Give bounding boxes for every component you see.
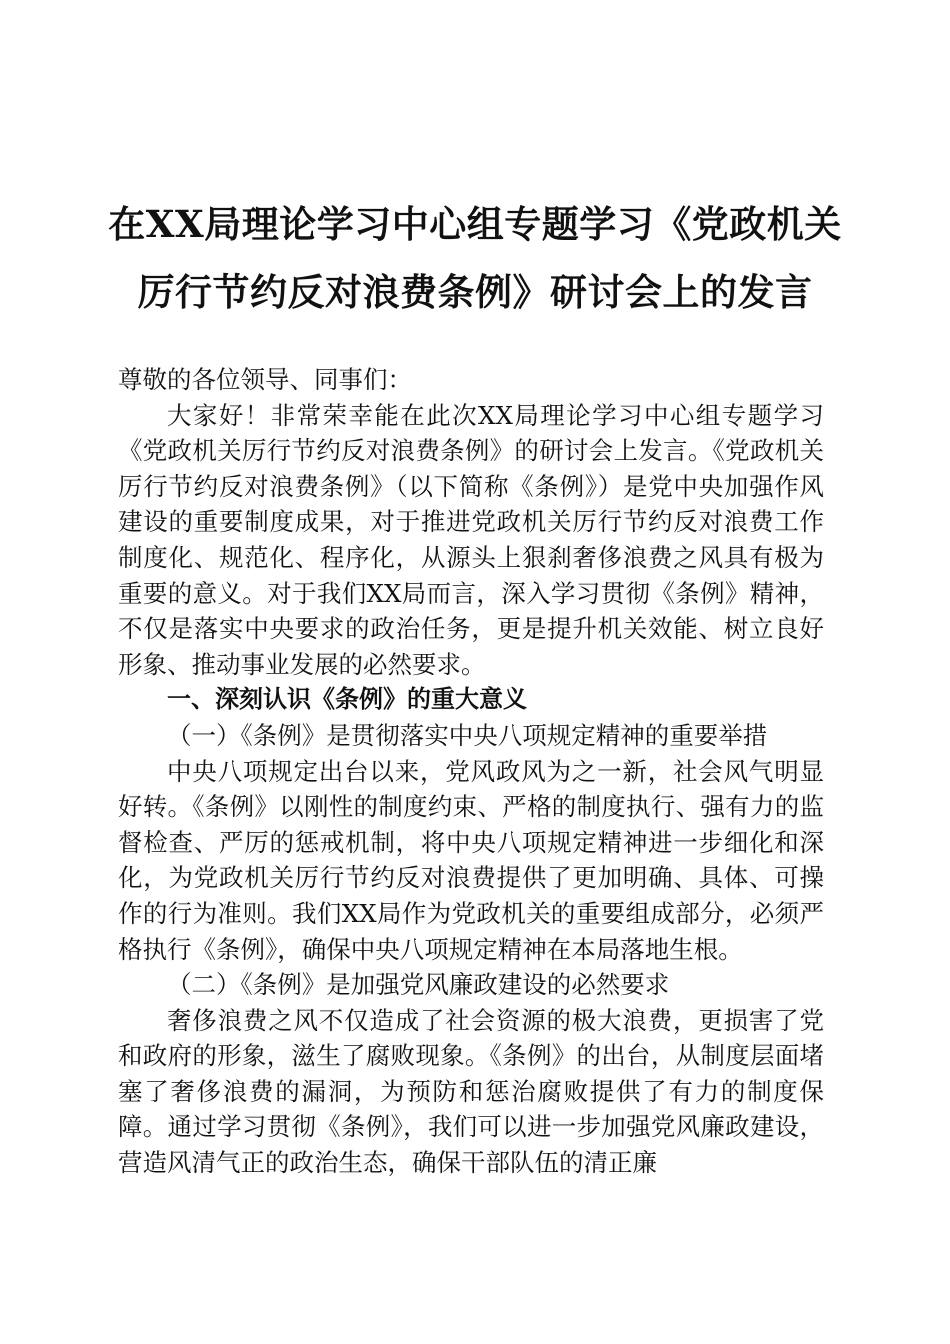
title-line-1: 在XX局理论学习中心组专题学习《党政机关 [108,202,842,246]
subsection-heading-1: （一）《条例》是贯彻落实中央八项规定精神的重要举措 [167,720,768,750]
subsection-heading-2: （二）《条例》是加强党风廉政建设的必然要求 [167,970,670,1000]
section-heading-1: 一、深刻认识《条例》的重大意义 [167,685,527,714]
intro-paragraph: 大家好！非常荣幸能在此次XX局理论学习中心组专题学习《党政机关厉行节约反对浪费条例》的研讨会上发言。《党政机关厉行节约反对浪费条例》（以下简称《条例》）是党中央加强作风建设的重要制度成果，对于推进党政机关厉行节约反对浪费工作制度化、规范化、程序化，从源头上狠刹奢侈浪费之风具有极为重要的意义。对于我们XX局而言，深入学习贯彻《条例》精神，不仅是落实中央要求的政治任务，更是提升机关效能、树立良好形象、推动事业发展的必然要求。 [118,400,824,679]
salutation: 尊敬的各位领导、同事们： [118,365,412,394]
subsection-paragraph-1: 中央八项规定出台以来，党风政风为之一新，社会风气明显好转。《条例》以刚性的制度约束、严格的制度执行、强有力的监督检查、严厉的惩戒机制，将中央八项规定精神进一步细化和深化，为党政机关厉行节约反对浪费提供了更加明确、具体、可操作的行为准则。我们XX局作为党政机关的重要组成部分，必须严格执行《条例》，确保中央八项规定精神在本局落地生根。 [118,756,824,964]
subsection-paragraph-2: 奢侈浪费之风不仅造成了社会资源的极大浪费，更损害了党和政府的形象，滋生了腐败现象。《条例》的出台，从制度层面堵塞了奢侈浪费的漏洞，为预防和惩治腐败提供了有力的制度保障。通过学习贯彻《条例》，我们可以进一步加强党风廉政建设，营造风清气正的政治生态，确保干部队伍的清正廉 [118,1005,824,1178]
document-body [118,362,824,1181]
title-line-2: 厉行节约反对浪费条例》研讨会上的发言 [137,270,813,314]
document-title [100,190,850,326]
